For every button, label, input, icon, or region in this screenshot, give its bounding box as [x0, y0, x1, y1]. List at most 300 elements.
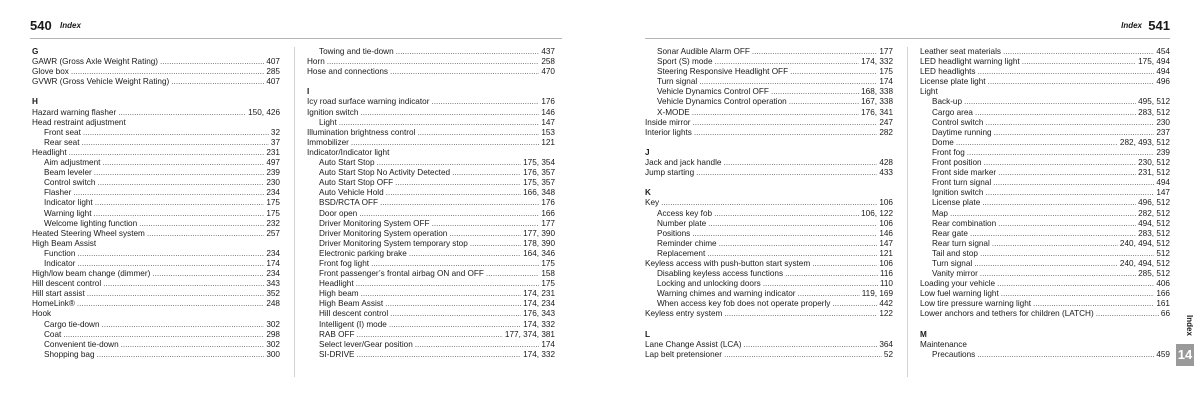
index-entry: [920, 47, 1170, 57]
index-entry: [32, 299, 280, 309]
entry-label: Back-up: [932, 97, 963, 107]
index-subentry: [920, 198, 1170, 208]
entry-label: Illumination brightness control: [307, 127, 416, 137]
entry-label: Rear combination: [932, 218, 997, 228]
section-letter: M: [920, 329, 927, 339]
index-entry: [32, 279, 280, 289]
dot-leader: [1096, 309, 1159, 319]
index-subentry: [307, 188, 555, 198]
dot-leader: [486, 269, 539, 279]
page-ref: 176, 341: [861, 107, 893, 117]
page-ref: 176, 357: [523, 168, 555, 178]
dot-leader: [71, 67, 264, 77]
page-ref: 150, 426: [248, 107, 280, 117]
page-ref: 343: [266, 279, 280, 289]
dot-leader: [708, 219, 877, 229]
page-ref: 166, 348: [523, 188, 555, 198]
entry-label: Number plate: [657, 218, 707, 228]
index-subentry: [920, 168, 1170, 178]
dot-leader: [97, 178, 264, 188]
entry-label: Front turn signal: [932, 178, 992, 188]
right-page-header: [645, 18, 1170, 39]
index-subentry: [645, 269, 893, 279]
index-subentry: [920, 209, 1170, 219]
page-ref: 106, 122: [861, 208, 893, 218]
index-entry: [645, 168, 893, 178]
dot-leader: [743, 340, 877, 350]
page-ref: 175: [266, 198, 280, 208]
dot-leader: [470, 239, 521, 249]
index-subentry: [645, 77, 893, 87]
dot-leader: [357, 350, 522, 360]
page-ref: 407: [266, 57, 280, 67]
page-ref: 106: [879, 218, 893, 228]
index-subentry: [307, 178, 555, 188]
index-subentry: [645, 97, 893, 107]
page-ref: 174, 231: [523, 289, 555, 299]
dot-leader: [699, 77, 877, 87]
page-ref: 234: [266, 248, 280, 258]
index-subentry: [307, 299, 555, 309]
index-subentry: [307, 198, 555, 208]
index-subentry: [920, 148, 1170, 158]
index-entry: [920, 299, 1170, 309]
dot-leader: [998, 168, 1136, 178]
index-subentry: [307, 249, 555, 259]
entry-label: Aim adjustment: [44, 158, 101, 168]
dot-leader: [992, 239, 1118, 249]
page-ref: 231: [266, 147, 280, 157]
dot-leader: [752, 47, 877, 57]
index-subentry: [920, 178, 1170, 188]
entry-label: Beam leveler: [44, 168, 92, 178]
dot-leader: [377, 158, 522, 168]
entry-label: Welcome lighting function: [44, 218, 138, 228]
index-subentry: [32, 320, 280, 330]
page-ref: 116: [879, 269, 893, 279]
dot-leader: [77, 299, 264, 309]
entry-label: Tail and stop: [932, 248, 978, 258]
dot-leader: [87, 289, 265, 299]
index-subentry: [645, 249, 893, 259]
entry-label: Auto Start Stop OFF: [319, 178, 394, 188]
entry-label: Front fog light: [319, 258, 370, 268]
dot-leader: [361, 289, 522, 299]
index-subentry: [307, 309, 555, 319]
entry-label: SI-DRIVE: [319, 349, 355, 359]
dot-leader: [1001, 289, 1155, 299]
index-subentry: [307, 320, 555, 330]
dot-leader: [661, 198, 877, 208]
page-ref: 174, 332: [523, 319, 555, 329]
page-ref: 433: [879, 168, 893, 178]
entry-label: Glove box: [32, 67, 69, 77]
entry-label: HomeLink®: [32, 299, 75, 309]
dot-leader: [351, 138, 539, 148]
entry-label: BSD/RCTA OFF: [319, 198, 378, 208]
page-ref: 146: [879, 228, 893, 238]
entry-label: Interior lights: [645, 127, 692, 137]
section-letter: H: [32, 97, 38, 107]
entry-label: Turn signal: [932, 258, 973, 268]
spacer: [32, 87, 280, 97]
page-ref: 166: [1156, 289, 1170, 299]
index-subentry: [32, 330, 280, 340]
entry-label: Auto Start Stop: [319, 158, 375, 168]
index-entry: [645, 158, 893, 168]
entry-label: Map: [932, 208, 948, 218]
dot-leader: [978, 67, 1155, 77]
entry-label: Cargo tie-down: [44, 319, 100, 329]
index-entry: [307, 128, 555, 138]
dot-leader: [63, 330, 264, 340]
dot-leader: [984, 158, 1137, 168]
dot-leader: [73, 188, 264, 198]
index-subentry: [307, 118, 555, 128]
entry-label: LED headlight warning light: [920, 57, 1020, 67]
dot-leader: [970, 229, 1136, 239]
page-ref: 352: [266, 289, 280, 299]
dot-leader: [977, 350, 1154, 360]
dot-leader: [790, 67, 877, 77]
page-ref: 122: [879, 309, 893, 319]
entry-label: Driver Monitoring System operation: [319, 228, 448, 238]
page-ref: 234: [266, 188, 280, 198]
dot-leader: [171, 77, 264, 87]
dot-leader: [83, 128, 269, 138]
page-ref: 167, 338: [861, 97, 893, 107]
index-subentry: [920, 188, 1170, 198]
dot-leader: [431, 97, 539, 107]
dot-leader: [409, 249, 521, 259]
page-ref: 177, 374, 381: [504, 329, 555, 339]
page-ref: 282, 512: [1138, 208, 1170, 218]
entry-label: GAWR (Gross Axle Weight Rating): [32, 57, 159, 67]
entry-label: Sonar Audible Alarm OFF: [657, 47, 750, 56]
dot-leader: [147, 229, 264, 239]
index-subentry: [307, 229, 555, 239]
entry-label: License plate light: [920, 77, 986, 87]
page-ref: 407: [266, 77, 280, 87]
index-entry: [920, 289, 1170, 299]
page-ref: 164, 346: [523, 248, 555, 258]
index-entry: [645, 350, 893, 360]
entry-label: Inside mirror: [645, 117, 691, 127]
index-subentry: [32, 128, 280, 138]
index-entry: [32, 77, 280, 87]
dot-leader: [964, 97, 1136, 107]
page-ref: 230: [1156, 117, 1170, 127]
page-ref: 494: [1156, 178, 1170, 188]
dot-leader: [789, 97, 859, 107]
entry-label: Loading your vehicle: [920, 279, 996, 289]
index-entry: [307, 57, 555, 67]
entry-label: When access key fob does not operate properly: [657, 299, 831, 309]
dot-leader: [980, 269, 1136, 279]
page-ref: 240, 494, 512: [1119, 238, 1170, 248]
index-subentry: [920, 249, 1170, 259]
dot-leader: [1033, 299, 1154, 309]
dot-leader: [785, 269, 878, 279]
entry-label: Coat: [44, 329, 62, 339]
index-entry: [920, 279, 1170, 289]
dot-leader: [696, 168, 877, 178]
entry-label: Jump starting: [645, 168, 695, 178]
page-ref: 512: [1156, 248, 1170, 258]
page-ref: 234: [266, 269, 280, 279]
dot-leader: [359, 209, 539, 219]
entry-label: Auto Start Stop No Activity Detected: [319, 168, 451, 178]
page-ref: 459: [1156, 349, 1170, 359]
dot-leader: [390, 309, 521, 319]
entry-label: Hazard warning flasher: [32, 107, 117, 117]
dot-leader: [395, 178, 521, 188]
dot-leader: [956, 138, 1118, 148]
entry-label: Hill start assist: [32, 289, 85, 299]
dot-leader: [360, 108, 539, 118]
index-entry: [645, 309, 893, 319]
section-letter: K: [645, 188, 651, 198]
dot-leader: [694, 128, 877, 138]
entry-label: Turn signal: [657, 77, 698, 87]
dot-leader: [102, 320, 265, 330]
entry-label: High Beam Assist: [32, 238, 97, 248]
entry-label: Jack and jack handle: [645, 158, 722, 168]
entry-label: Front position: [932, 158, 982, 168]
page-ref: 121: [541, 137, 555, 147]
page-ref: 285: [266, 67, 280, 77]
index-subentry: [645, 229, 893, 239]
entry-label: Front seat: [44, 127, 81, 137]
entry-label: GVWR (Gross Vehicle Weight Rating): [32, 77, 170, 87]
entry-label: Indicator light: [44, 198, 93, 208]
dot-leader: [975, 108, 1136, 118]
entry-label: Head restraint adjustment: [32, 117, 126, 127]
dot-leader: [771, 87, 859, 97]
index-subentry: [307, 158, 555, 168]
index-subentry: [645, 239, 893, 249]
dot-leader: [707, 249, 877, 259]
index-heading: [32, 309, 280, 319]
index-subentry: [32, 340, 280, 350]
spacer: [920, 320, 1170, 330]
index-subentry: [920, 128, 1170, 138]
dot-leader: [763, 279, 878, 289]
index-subentry: [645, 209, 893, 219]
index-entry: [645, 340, 893, 350]
page-ref: 175: [266, 208, 280, 218]
page-ref: 66: [1160, 309, 1170, 319]
dot-leader: [93, 209, 264, 219]
dot-leader: [139, 219, 264, 229]
dot-leader: [452, 168, 521, 178]
entry-label: Light: [319, 117, 337, 127]
page-ref: 285, 512: [1138, 269, 1170, 279]
side-tab-label: Index: [1185, 314, 1194, 336]
page-ref: 174, 332: [523, 349, 555, 359]
dot-leader: [719, 239, 878, 249]
entry-label: Warning light: [44, 208, 92, 218]
dot-leader: [1003, 47, 1154, 57]
entry-label: Select lever/Gear position: [319, 339, 413, 349]
dot-leader: [103, 279, 264, 289]
entry-label: Low tire pressure warning light: [920, 299, 1032, 309]
entry-label: Lane Change Assist (LCA): [645, 339, 742, 349]
spacer: [645, 178, 893, 188]
index-subentry: [32, 198, 280, 208]
index-entry: [32, 148, 280, 158]
page-ref: 300: [266, 349, 280, 359]
chapter-tab: 14: [1176, 344, 1194, 366]
dot-leader: [160, 57, 264, 67]
column-divider: [907, 47, 908, 377]
index-subentry: [307, 209, 555, 219]
dot-leader: [985, 118, 1154, 128]
dot-leader: [723, 158, 877, 168]
dot-leader: [380, 198, 539, 208]
dot-leader: [832, 299, 877, 309]
page-ref: 121: [879, 248, 893, 258]
index-subentry: [307, 47, 555, 57]
page-ref: 166: [541, 208, 555, 218]
entry-label: Towing and tie-down: [319, 47, 394, 56]
entry-label: Shopping bag: [44, 349, 95, 359]
page-ref: 282, 493, 512: [1119, 137, 1170, 147]
page-ref: 282: [879, 127, 893, 137]
section-letter: J: [645, 147, 650, 157]
dot-leader: [993, 178, 1154, 188]
page-ref: 495, 512: [1138, 97, 1170, 107]
entry-label: License plate: [932, 198, 981, 208]
entry-label: Low fuel warning light: [920, 289, 999, 299]
entry-label: Icy road surface warning indicator: [307, 97, 430, 107]
page-ref: 237: [1156, 127, 1170, 137]
entry-label: Heated Steering Wheel system: [32, 228, 145, 238]
index-subentry: [645, 299, 893, 309]
index-subentry: [920, 138, 1170, 148]
page-ref: 174: [266, 258, 280, 268]
dot-leader: [118, 108, 246, 118]
entry-label: Control switch: [44, 178, 96, 188]
page-ref: 146: [541, 107, 555, 117]
page-ref: 496, 512: [1138, 198, 1170, 208]
page-ref: 302: [266, 339, 280, 349]
entry-label: Keyless access with push-button start system: [645, 258, 811, 268]
column-divider: [294, 47, 295, 377]
page-ref: 175: [541, 258, 555, 268]
dot-leader: [692, 108, 859, 118]
dot-leader: [386, 188, 521, 198]
index-subentry: [307, 289, 555, 299]
entry-label: Driver Monitoring System OFF: [319, 218, 430, 228]
page-ref: 230: [266, 178, 280, 188]
entry-label: Hill descent control: [32, 279, 102, 289]
entry-label: Warning chimes and warning indicator: [657, 289, 796, 299]
entry-label: Sport (S) mode: [657, 57, 713, 67]
page-ref: 298: [266, 329, 280, 339]
entry-label: Key: [645, 198, 660, 208]
dot-leader: [950, 209, 1136, 219]
dot-leader: [967, 148, 1155, 158]
left-page-title: Index: [60, 21, 81, 30]
page-ref: 175, 354: [523, 158, 555, 168]
index-subentry: [307, 279, 555, 289]
page-ref: 247: [879, 117, 893, 127]
index-subentry: [307, 239, 555, 249]
page-ref: 302: [266, 319, 280, 329]
right-page-number: 541: [1148, 18, 1170, 33]
index-subentry: [645, 108, 893, 118]
page-ref: 161: [1156, 299, 1170, 309]
index-entry: [32, 57, 280, 67]
page-ref: 110: [879, 279, 893, 289]
entry-label: Rear seat: [44, 137, 80, 147]
dot-leader: [69, 148, 265, 158]
index-subentry: [920, 259, 1170, 269]
section-letter: L: [645, 329, 651, 339]
page-ref: 258: [541, 57, 555, 67]
dot-leader: [389, 320, 521, 330]
entry-label: Convenient tie-down: [44, 339, 119, 349]
page-ref: 494, 512: [1138, 218, 1170, 228]
dot-leader: [998, 219, 1136, 229]
dot-leader: [432, 219, 540, 229]
index-entry: [920, 57, 1170, 67]
page-ref: 147: [1156, 188, 1170, 198]
index-subentry: [920, 118, 1170, 128]
entry-label: Light: [920, 87, 938, 97]
entry-label: Daytime running: [932, 127, 992, 137]
index-subentry: [920, 219, 1170, 229]
index-subentry: [307, 330, 555, 340]
entry-label: Disabling keyless access functions: [657, 269, 784, 279]
entry-label: Headlight: [319, 279, 354, 289]
dot-leader: [982, 198, 1136, 208]
index-subentry: [32, 138, 280, 148]
dot-leader: [152, 269, 264, 279]
page-ref: 177: [541, 218, 555, 228]
entry-label: Front passenger’s frontal airbag ON and OFF: [319, 269, 484, 279]
dot-leader: [988, 77, 1155, 87]
dot-leader: [980, 249, 1154, 259]
page-ref: 176: [541, 97, 555, 107]
index-entry: [32, 289, 280, 299]
index-entry: [32, 108, 280, 118]
index-column-2: [307, 47, 555, 360]
page-ref: 175, 494: [1138, 57, 1170, 67]
page-ref: 470: [541, 67, 555, 77]
dot-leader: [449, 229, 521, 239]
entry-label: Ignition switch: [307, 107, 359, 117]
entry-label: Vehicle Dynamics Control operation: [657, 97, 787, 107]
entry-label: Replacement: [657, 248, 706, 258]
entry-label: LED headlights: [920, 67, 976, 77]
dot-leader: [415, 340, 540, 350]
dot-leader: [714, 209, 859, 219]
entry-label: Cargo area: [932, 107, 973, 117]
index-entry: [645, 259, 893, 269]
page-ref: 174: [541, 339, 555, 349]
entry-label: Lower anchors and tethers for children (LATCH): [920, 309, 1094, 319]
page-ref: 37: [270, 137, 280, 147]
index-heading: [920, 340, 1170, 350]
entry-label: Immobilizer: [307, 137, 349, 147]
dot-leader: [693, 118, 878, 128]
dot-leader: [95, 198, 265, 208]
index-subentry: [32, 178, 280, 188]
page-ref: 437: [541, 47, 555, 56]
entry-label: Horn: [307, 57, 325, 67]
